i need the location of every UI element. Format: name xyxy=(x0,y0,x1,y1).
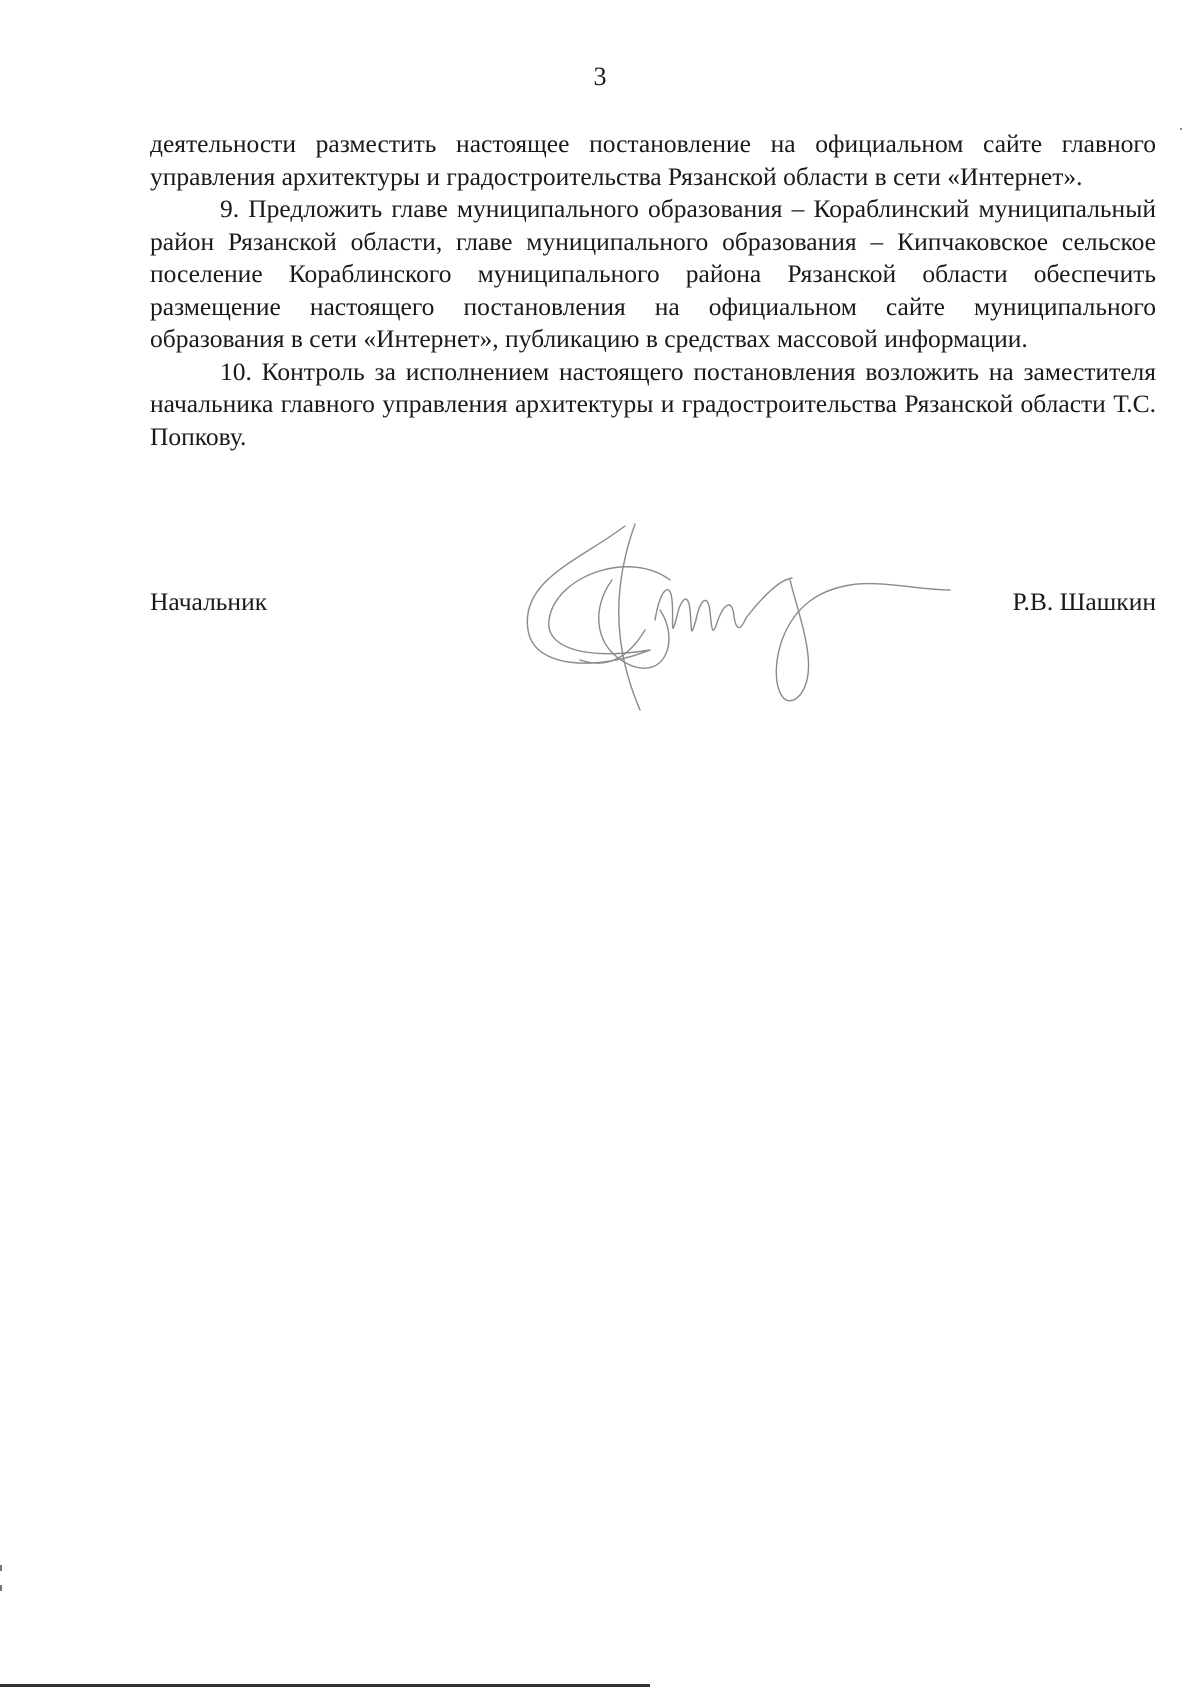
page-number: 3 xyxy=(593,62,607,91)
paragraph-item-9: 9. Предложить главе муниципального образования – Кораблинский муниципальный район Рязанской области, главе муниципального образования – Кипчаковское сельское поселение Кораблинского муниципального района Рязанской области обеспечить размещение настоящего постановления на официальном сайте муниципального образования в сети «Интернет», публикацию в средствах массовой информации. xyxy=(150,194,1156,353)
scan-bottom-rule xyxy=(0,1684,650,1687)
scan-edge-marks xyxy=(0,1565,3,1605)
paragraph-item-10: 10. Контроль за исполнением настоящего постановления возложить на заместителя начальника главного управления архитектуры и градостроительства Рязанской области Т.С. Попкову. xyxy=(150,356,1156,451)
scan-speck xyxy=(1180,128,1182,130)
paragraph-continuation: деятельности разместить настоящее постановление на официальном сайте главного управления архитектуры и градостроительства Рязанской области в сети «Интернет». xyxy=(150,129,1156,191)
signature-block xyxy=(150,587,1156,627)
signatory-title: Начальник xyxy=(150,587,268,616)
document-body xyxy=(150,128,1156,453)
signatory-name: Р.В. Шашкин xyxy=(1012,587,1156,616)
